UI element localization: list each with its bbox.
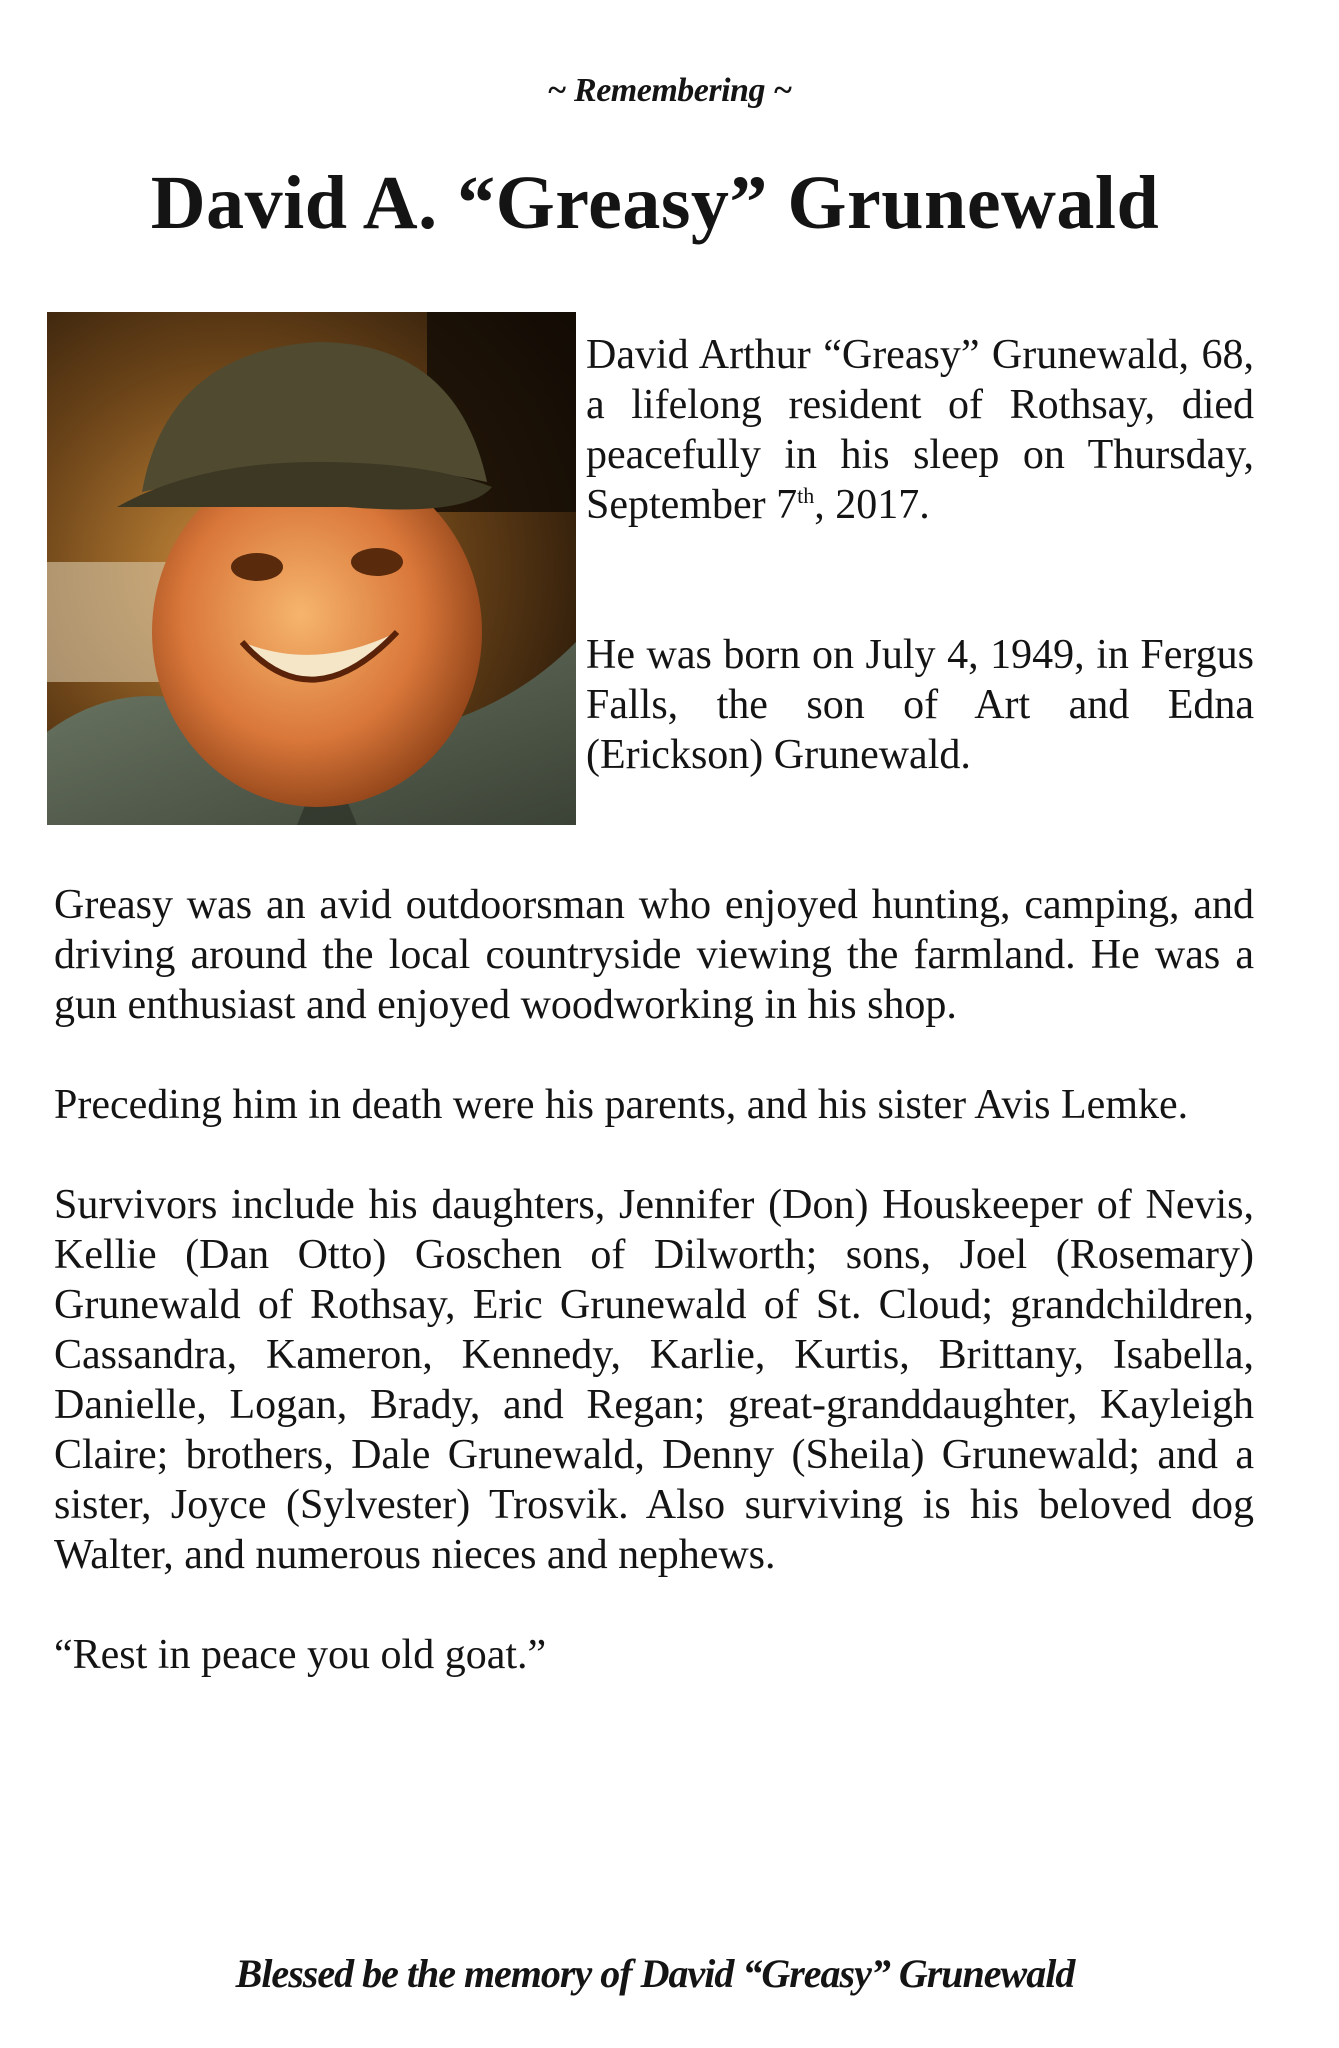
- body-paragraph-hobbies: Greasy was an avid outdoorsman who enjoyed hunting, camping, and driving around the local countryside viewing the farmland. He was a gun enthusiast and enjoyed woodworking in his shop.: [54, 882, 1254, 1028]
- memorial-footer: Blessed be the memory of David “Greasy” Grunewald: [235, 1951, 1075, 1996]
- intro-column: [586, 330, 1254, 780]
- intro-paragraph-2: He was born on July 4, 1949, in Fergus Falls, the son of Art and Edna (Erickson) Grunewald.: [586, 632, 1254, 778]
- portrait-photo: [47, 312, 576, 825]
- obituary-body: [54, 880, 1254, 1730]
- intro-paragraph-1: [586, 330, 1254, 530]
- body-paragraph-survivors: Survivors include his daughters, Jennifer (Don) Houskeeper of Nevis, Kellie (Dan Otto) Goschen of Dilworth; sons, Joel (Rosemary) Grunewald of Rothsay, Eric Grunewald of St. Cloud; grandchildren, Cassandra, Kameron, Kennedy, Karlie, Kurtis, Brittany, Isabella, Danielle, Logan, Brady, and Regan; great-granddaughter, Kayleigh Claire; brothers, Dale Grunewald, Denny (Sheila) Grunewald; and a sister, Joyce (Sylvester) Trosvik. Also surviving is his beloved dog Walter, and numerous nieces and nephews.: [54, 1182, 1254, 1578]
- ordinal-superscript: th: [797, 483, 815, 508]
- portrait-photo-icon: [47, 312, 576, 825]
- page-title: David A. “Greasy” Grunewald: [150, 161, 1160, 245]
- body-paragraph-quote: “Rest in peace you old goat.”: [54, 1632, 547, 1678]
- intro-p1-text-end: , 2017.: [814, 482, 930, 528]
- intro-p1-text: David Arthur “Greasy” Grunewald, 68, a lifelong resident of Rothsay, died peacefully in his sleep on Thursday, September 7: [586, 332, 1254, 528]
- body-paragraph-preceded: Preceding him in death were his parents, and his sister Avis Lemke.: [54, 1082, 1189, 1128]
- remembering-heading: ~ Remembering ~: [547, 72, 792, 109]
